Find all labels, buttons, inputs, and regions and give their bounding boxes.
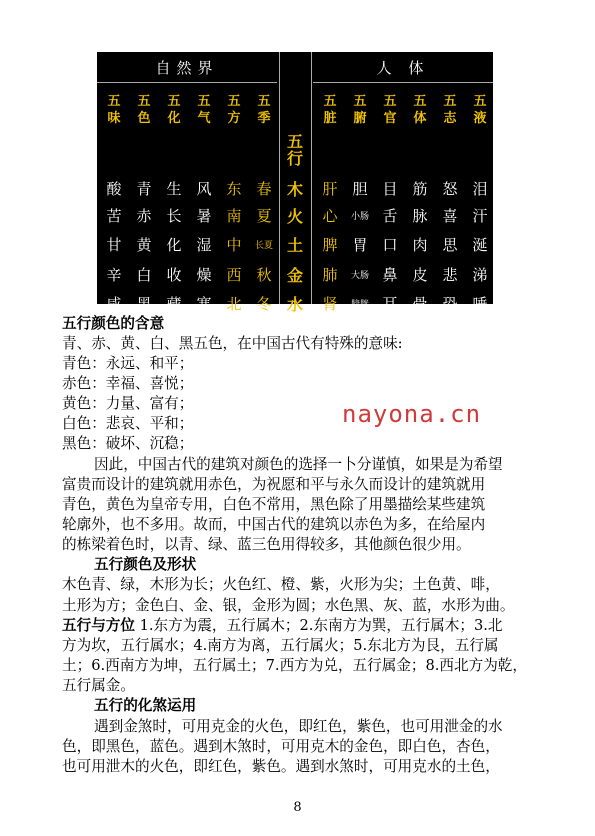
table-cell: 舌 <box>382 206 398 225</box>
table-cell: 长 <box>166 206 182 225</box>
header-human-body: 人 体 <box>376 58 430 77</box>
paragraph-line: 也可用泄木的火色，即红色，紫色。遇到水煞时，可用克水的土色， <box>62 758 500 775</box>
section-title-sha-remedy: 五行的化煞运用 <box>94 697 197 714</box>
table-cell: 秋 <box>256 265 272 284</box>
section-title-color-meaning: 五行颜色的含意 <box>62 315 165 332</box>
column-label-five-elements: 五 行 <box>286 132 303 168</box>
table-cell: 中 <box>226 235 242 254</box>
table-cell: 东 <box>226 179 242 198</box>
color-meaning-item: 白色：悲哀、平和； <box>62 415 194 432</box>
table-cell: 鼻 <box>382 265 398 284</box>
table-cell-element: 土 <box>286 235 303 255</box>
table-cell: 胆 <box>352 179 368 198</box>
table-cell: 脾 <box>322 235 338 254</box>
column-divider-right <box>311 52 312 304</box>
header-divider-right <box>313 82 493 83</box>
paragraph-line: 木色青、绿，木形为长；火色红、橙、紫，火形为尖；土色黄、啡， <box>62 576 500 593</box>
table-cell: 唾 <box>472 294 488 313</box>
table-cell: 化 <box>166 235 182 254</box>
table-cell-element: 金 <box>286 265 303 285</box>
table-cell: 筋 <box>412 179 428 198</box>
column-label: 五 体 <box>413 94 427 126</box>
table-cell: 黄 <box>136 235 152 254</box>
table-cell: 收 <box>166 265 182 284</box>
table-cell: 辛 <box>106 265 122 284</box>
table-cell: 肉 <box>412 235 428 254</box>
page-number: 8 <box>293 800 302 815</box>
paragraph-line: 色，即黑色，蓝色。遇到木煞时，可用克木的金色，即白色，杏色， <box>62 738 500 755</box>
table-cell: 小肠 <box>350 211 369 222</box>
table-cell: 皮 <box>412 265 428 284</box>
table-cell: 心 <box>322 206 338 225</box>
table-cell: 大肠 <box>350 270 369 281</box>
color-meaning-item: 赤色：幸福、喜悦； <box>62 375 194 392</box>
column-label: 五 化 <box>167 94 181 126</box>
table-cell: 汗 <box>472 206 488 225</box>
column-label: 五 方 <box>227 94 241 126</box>
paragraph-line: 遇到金煞时，可用克金的火色，即红色，紫色，也可用泄金的水 <box>94 718 503 735</box>
table-cell: 肾 <box>322 294 338 313</box>
column-label: 五 官 <box>383 94 397 126</box>
paragraph-line: 的栋梁着色时，以青、绿、蓝三色用得较多，其他颜色很少用。 <box>62 536 471 553</box>
table-cell: 涕 <box>472 265 488 284</box>
column-label: 五 气 <box>197 94 211 126</box>
section-title-color-shape: 五行颜色及形状 <box>94 556 197 573</box>
table-cell: 白 <box>136 265 152 284</box>
table-cell: 耳 <box>382 294 398 313</box>
color-meaning-item: 黄色：力量、富有； <box>62 395 194 412</box>
paragraph-line <box>62 616 502 636</box>
table-cell: 南 <box>226 206 242 225</box>
table-cell: 思 <box>442 235 458 254</box>
column-label: 五 色 <box>137 94 151 126</box>
column-label: 五 液 <box>473 94 487 126</box>
table-cell: 胃 <box>352 235 368 254</box>
table-cell: 冬 <box>256 294 272 313</box>
table-cell: 燥 <box>196 265 212 284</box>
column-label: 五 腑 <box>353 94 367 126</box>
table-cell: 夏 <box>256 206 272 225</box>
column-label: 五 季 <box>257 94 271 126</box>
table-cell: 湿 <box>196 235 212 254</box>
column-divider-left <box>279 52 280 304</box>
table-cell: 青 <box>136 179 152 198</box>
column-label: 五 味 <box>107 94 121 126</box>
table-cell: 生 <box>166 179 182 198</box>
table-cell: 黑 <box>136 294 152 313</box>
table-cell: 膀胱 <box>350 299 369 310</box>
paragraph-line: 因此，中国古代的建筑对颜色的选择一卜分谨慎，如果是为希望 <box>94 456 503 473</box>
table-cell: 赤 <box>136 206 152 225</box>
column-label: 五 志 <box>443 94 457 126</box>
table-cell: 恐 <box>442 294 458 313</box>
table-cell: 涎 <box>472 235 488 254</box>
table-cell: 脉 <box>412 206 428 225</box>
paragraph-line: 土；6.西南方为坤，五行属土；7.西方为兑，五行属金；8.西北方为乾， <box>62 657 527 674</box>
table-cell: 肝 <box>322 179 338 198</box>
table-cell: 酸 <box>106 179 122 198</box>
paragraph-line: 五行属金。 <box>62 677 135 694</box>
table-cell: 骨 <box>412 294 428 313</box>
table-cell: 口 <box>382 235 398 254</box>
color-meaning-item: 黑色：破坏、沉稳； <box>62 435 194 452</box>
paragraph-line: 方为坎，五行属水；4.南方为离，五行属火；5.东北方为艮，五行属 <box>62 637 499 654</box>
table-cell: 藏 <box>166 294 182 313</box>
table-cell: 目 <box>382 179 398 198</box>
header-divider-left <box>97 82 277 83</box>
table-cell: 泪 <box>472 179 488 198</box>
table-cell: 西 <box>226 265 242 284</box>
section-title-direction: 五行与方位 <box>62 617 135 634</box>
table-cell: 甘 <box>106 235 122 254</box>
paragraph-line: 青色，黄色为皇帝专用，白色不常用，黑色除了用墨描绘某些建筑 <box>62 496 486 513</box>
table-cell-element: 火 <box>286 206 303 226</box>
watermark: nayona.cn <box>342 400 482 428</box>
paragraph-line: 富贵而设计的建筑就用赤色，为祝愿和平与永久而设计的建筑就用 <box>62 476 486 493</box>
table-cell-element: 水 <box>286 294 303 314</box>
table-cell: 咸 <box>106 294 122 313</box>
table-cell: 春 <box>256 179 272 198</box>
column-label: 五 脏 <box>323 94 337 126</box>
table-cell: 怒 <box>442 179 458 198</box>
table-cell: 肺 <box>322 265 338 284</box>
paragraph-line: 轮廓外，也不多用。故而，中国古代的建筑以赤色为多，在给屋内 <box>62 516 486 533</box>
table-cell: 风 <box>196 179 212 198</box>
table-cell: 悲 <box>442 265 458 284</box>
header-nature: 自然界 <box>155 58 219 77</box>
table-cell: 长夏 <box>254 240 273 251</box>
paragraph-text: 1.东方为震，五行属木；2.东南方为巽，五行属木；3.北 <box>134 617 503 634</box>
table-cell: 苦 <box>106 206 122 225</box>
table-cell: 寒 <box>196 294 212 313</box>
table-cell: 喜 <box>442 206 458 225</box>
color-meaning-item: 青色：永远、和平； <box>62 355 194 372</box>
five-elements-table <box>97 52 493 314</box>
paragraph-line: 土形为方；金色白、金、银，金形为圆；水色黑、灰、蓝，水形为曲。 <box>62 597 515 614</box>
paragraph-line: 青、赤、黄、白、黑五色，在中国古代有特殊的意味: <box>62 335 403 352</box>
table-cell: 暑 <box>196 206 212 225</box>
table-cell-element: 木 <box>286 179 303 199</box>
table-cell: 北 <box>226 294 242 313</box>
